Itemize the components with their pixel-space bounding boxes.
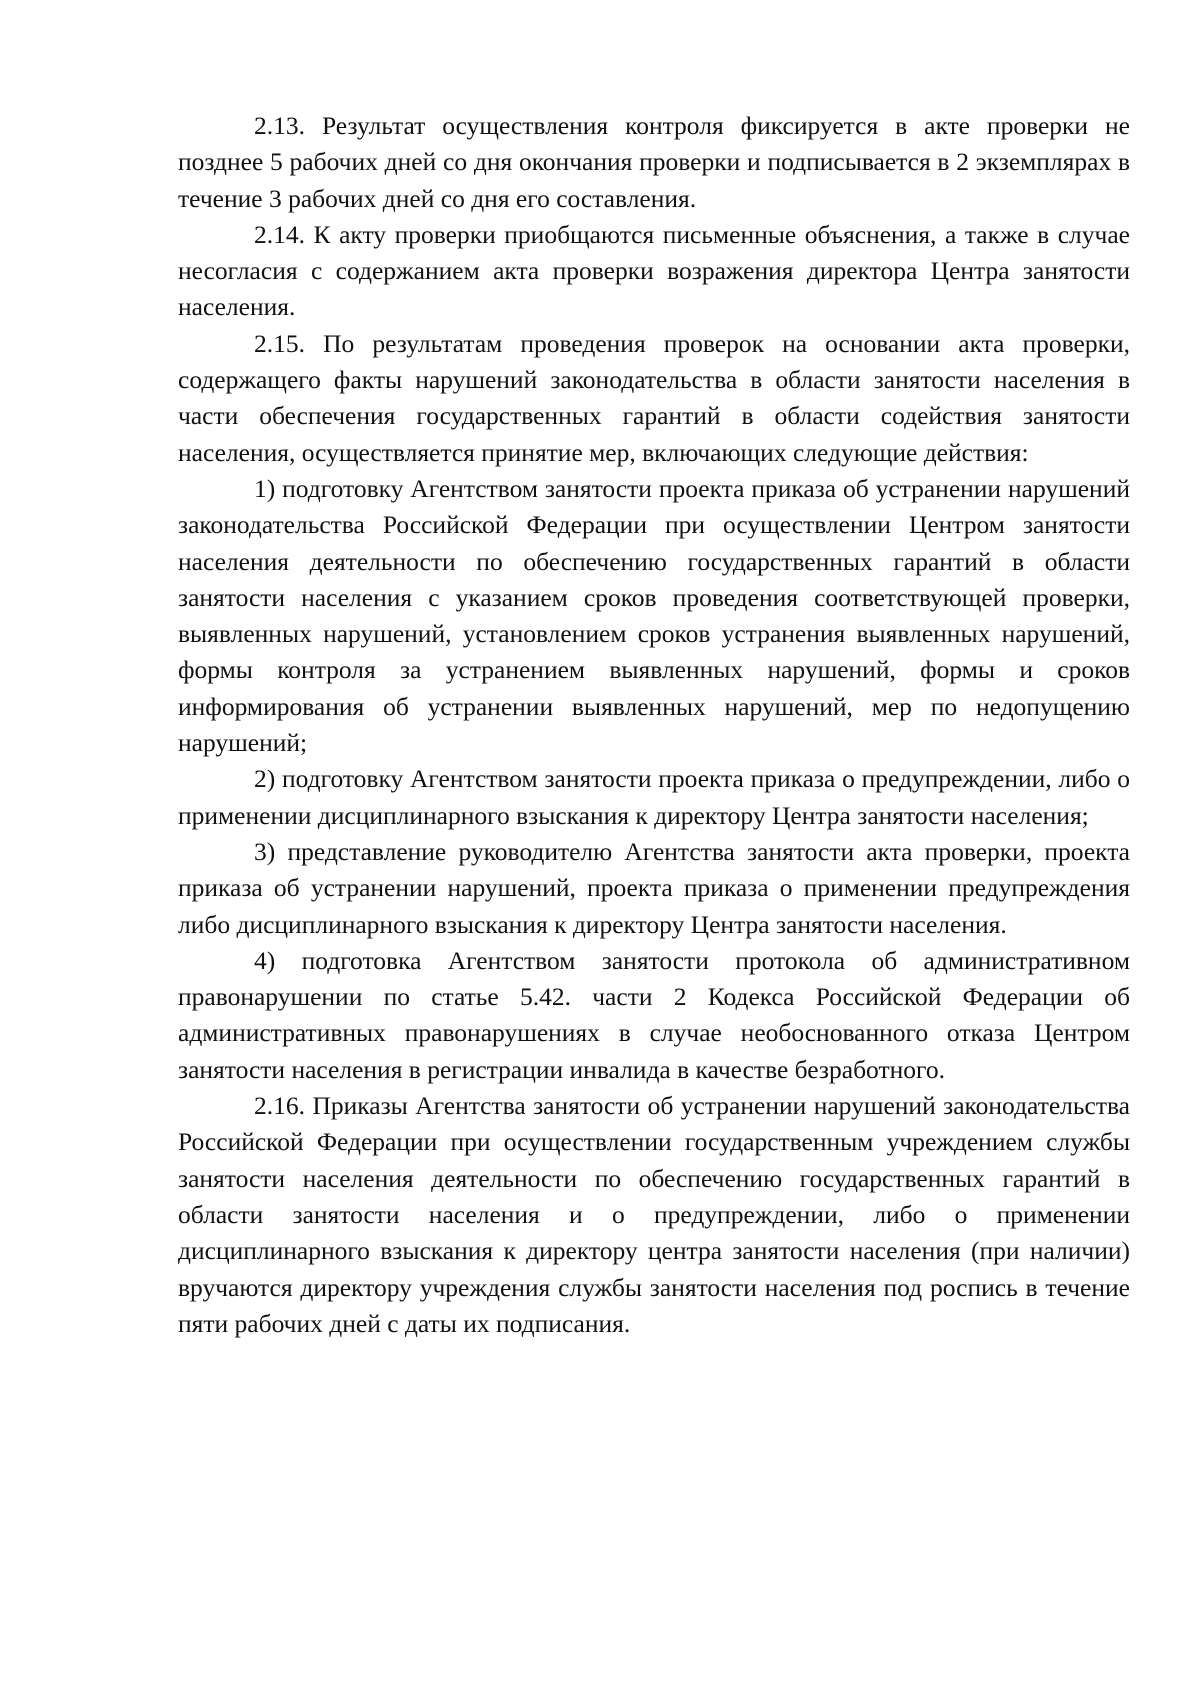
paragraph-2-15: 2.15. По результатам проведения проверок на основании акта проверки, содержащего факты нарушений законодательства в области занятости населения в части обеспечения государственных гарантий в области содействия занятости населения, осуществляется принятие мер, включающих следующие действия: <box>178 328 1130 467</box>
list-item-3: 3) представление руководителю Агентства занятости акта проверки, проекта приказа об устранении нарушений, проекта приказа о применении предупреждения либо дисциплинарного взыскания к директору Центра занятости населения. <box>178 836 1130 939</box>
document-body <box>178 108 1130 1342</box>
paragraph-2-16: 2.16. Приказы Агентства занятости об устранении нарушений законодательства Российской Федерации при осуществлении государственным учреждением службы занятости населения деятельности по обеспечению государственных гарантий в области занятости населения и о предупреждении, либо о применении дисциплинарного взыскания к директору центра занятости населения (при наличии) вручаются директору учреждения службы занятости населения под роспись в течение пяти рабочих дней с даты их подписания. <box>178 1091 1130 1338</box>
list-item-2: 2) подготовку Агентством занятости проекта приказа о предупреждении, либо о применении дисциплинарного взыскания к директору Центра занятости населения; <box>178 764 1130 830</box>
paragraph-2-13: 2.13. Результат осуществления контроля фиксируется в акте проверки не позднее 5 рабочих дней со дня окончания проверки и подписывается в 2 экземплярах в течение 3 рабочих дней со дня его составления. <box>178 111 1130 213</box>
list-item-4: 4) подготовка Агентством занятости протокола об административном правонарушении по статье 5.42. части 2 Кодекса Российской Федерации об административных правонарушениях в случае необоснованного отказа Центром занятости населения в регистрации инвалида в качестве безработного. <box>178 945 1130 1084</box>
paragraph-2-14: 2.14. К акту проверки приобщаются письменные объяснения, а также в случае несогласия с содержанием акта проверки возражения директора Центра занятости населения. <box>178 219 1130 322</box>
list-item-1: 1) подготовку Агентством занятости проекта приказа об устранении нарушений законодательства Российской Федерации при осуществлении Центром занятости населения деятельности по обеспечению государственных гарантий в области занятости населения с указанием сроков проведения соответствующей проверки, выявленных нарушений, установлением сроков устранения выявленных нарушений, формы контроля за устранением выявленных нарушений, формы и сроков информирования об устранении выявленных нарушений, мер по недопущению нарушений; <box>178 473 1130 758</box>
